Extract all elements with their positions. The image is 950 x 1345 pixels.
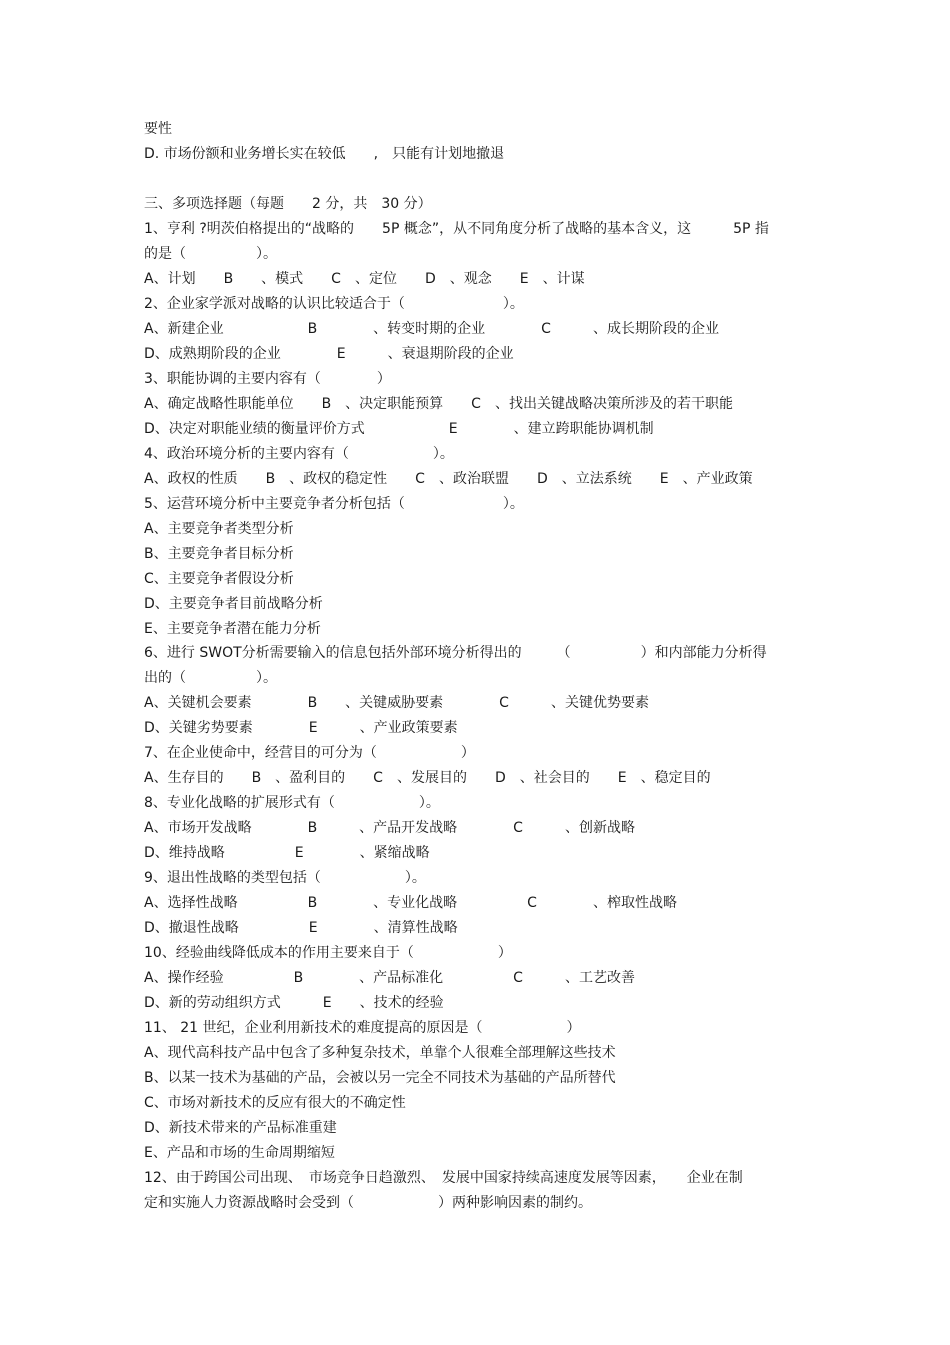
question-line: 1、亨利 ?明茨伯格提出的“战略的 5P 概念”，从不同角度分析了战略的基本含义，这 5P 指 [144, 221, 769, 237]
option-line: D、主要竞争者目前战略分析 [144, 596, 323, 612]
section-heading: 三、多项选择题（每题 2 分，共 30 分） [144, 196, 432, 212]
option-line: A、市场开发战略 B 、产品开发战略 C 、创新战略 [144, 820, 635, 836]
option-line: C、市场对新技术的反应有很大的不确定性 [144, 1095, 406, 1111]
option-line: B、主要竞争者目标分析 [144, 546, 294, 562]
option-line: D、成熟期阶段的企业 E 、衰退期阶段的企业 [144, 346, 514, 362]
question-line: 出的（ ）。 [144, 670, 277, 686]
option-line: D、关键劣势要素 E 、产业政策要素 [144, 720, 458, 736]
option-line: A、选择性战略 B 、专业化战略 C 、榨取性战略 [144, 895, 677, 911]
option-line: D、决定对职能业绩的衡量评价方式 E 、建立跨职能协调机制 [144, 421, 654, 437]
option-line: D、新技术带来的产品标准重建 [144, 1120, 337, 1136]
option-line: A、现代高科技产品中包含了多种复杂技术，单靠个人很难全部理解这些技术 [144, 1045, 616, 1061]
option-line: A、新建企业 B 、转变时期的企业 C 、成长期阶段的企业 [144, 321, 719, 337]
option-line: A、关键机会要素 B 、关键威胁要素 C 、关键优势要素 [144, 695, 649, 711]
option-line: E、主要竞争者潜在能力分析 [144, 621, 321, 637]
question-line: 12、由于跨国公司出现、 市场竞争日趋激烈、 发展中国家持续高速度发展等因素， 企业在制 [144, 1170, 743, 1186]
question-line: 2、企业家学派对战略的认识比较适合于（ ）。 [144, 296, 524, 312]
question-line: 8、专业化战略的扩展形式有（ ）。 [144, 795, 440, 811]
question-line: 5、运营环境分析中主要竞争者分析包括（ ）。 [144, 496, 524, 512]
text-line: D. 市场份额和业务增长实在较低 , 只能有计划地撤退 [144, 146, 505, 162]
option-line: C、主要竞争者假设分析 [144, 571, 294, 587]
option-line: A、计划 B 、模式 C 、定位 D 、观念 E 、计谋 [144, 271, 585, 287]
option-line: E、产品和市场的生命周期缩短 [144, 1145, 335, 1161]
option-line: B、以某一技术为基础的产品，会被以另一完全不同技术为基础的产品所替代 [144, 1070, 616, 1086]
option-line: A、政权的性质 B 、政权的稳定性 C 、政治联盟 D 、立法系统 E 、产业政策 [144, 471, 753, 487]
question-line: 4、政治环境分析的主要内容有（ ）。 [144, 446, 454, 462]
question-line: 6、进行 SWOT分析需要输入的信息包括外部环境分析得出的 （ ）和内部能力分析得 [144, 645, 767, 661]
question-line: 7、在企业使命中，经营目的可分为（ ） [144, 745, 475, 761]
question-line: 9、退出性战略的类型包括（ ）。 [144, 870, 426, 886]
question-line: 定和实施人力资源战略时会受到（ ）两种影响因素的制约。 [144, 1195, 592, 1211]
option-line: A、操作经验 B 、产品标准化 C 、工艺改善 [144, 970, 635, 986]
option-line: A、确定战略性职能单位 B 、决定职能预算 C 、找出关键战略决策所涉及的若干职能 [144, 396, 733, 412]
text-line: 要性 [144, 121, 172, 137]
option-line: D、撤退性战略 E 、清算性战略 [144, 920, 458, 936]
option-line: D、维持战略 E 、紧缩战略 [144, 845, 430, 861]
question-line: 11、 21 世纪，企业利用新技术的难度提高的原因是（ ） [144, 1020, 581, 1036]
question-line: 的是（ ）。 [144, 246, 277, 262]
option-line: A、主要竞争者类型分析 [144, 521, 294, 537]
question-line: 3、职能协调的主要内容有（ ） [144, 371, 391, 387]
option-line: A、生存目的 B 、盈利目的 C 、发展目的 D 、社会目的 E 、稳定目的 [144, 770, 711, 786]
option-line: D、新的劳动组织方式 E 、技术的经验 [144, 995, 444, 1011]
question-line: 10、经验曲线降低成本的作用主要来自于（ ） [144, 945, 512, 961]
